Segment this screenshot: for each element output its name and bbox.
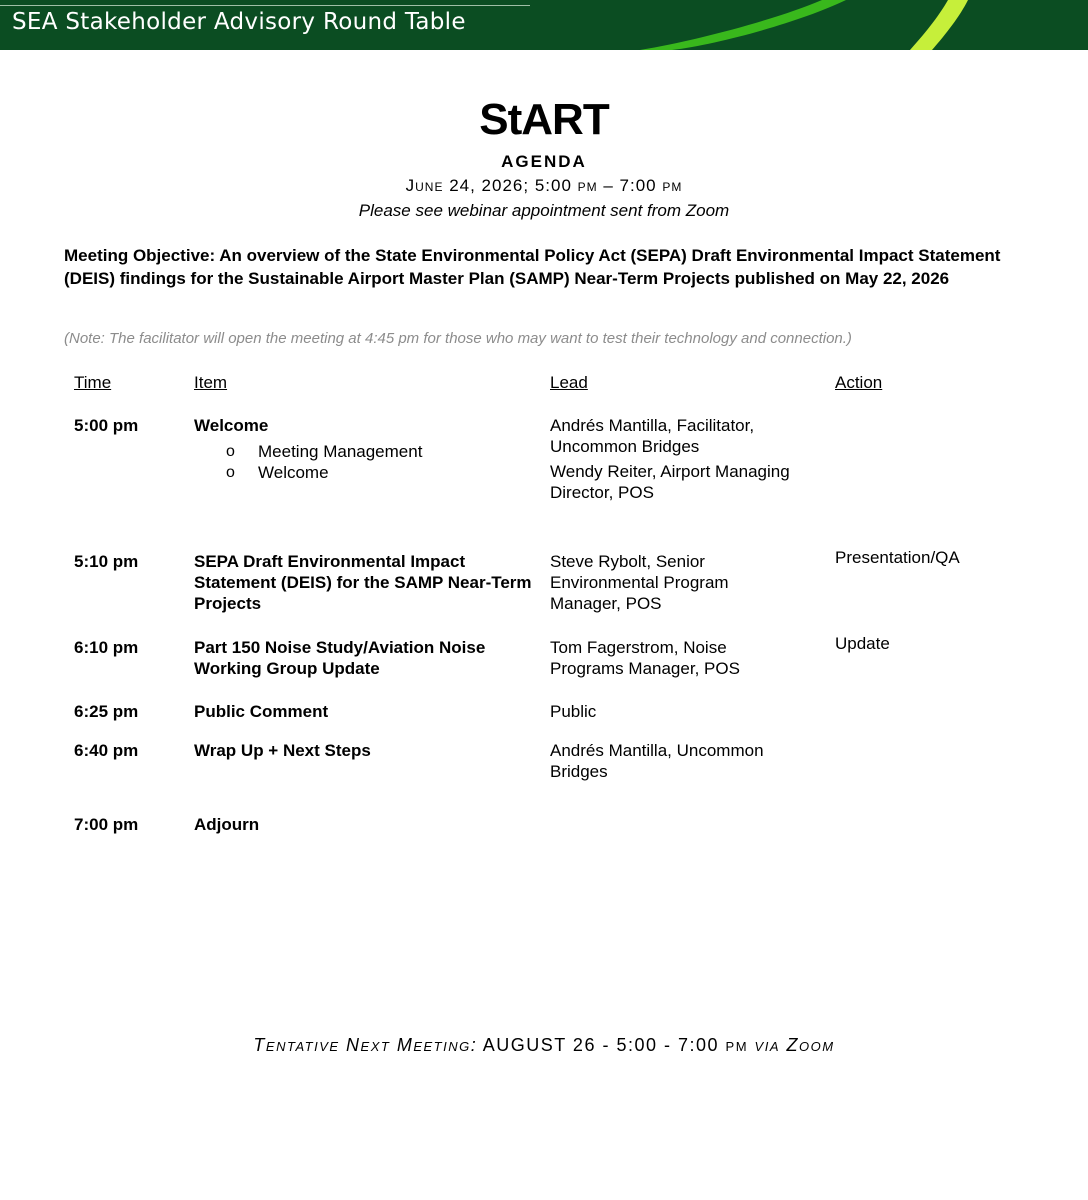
row-lead: Andrés Mantilla, Facilitator, Uncommon Bridges	[550, 416, 755, 456]
row-item: Wrap Up + Next Steps	[194, 741, 371, 760]
next-meeting-date: AUGUST 26 - 5:00 - 7:00	[482, 1035, 720, 1055]
next-meeting-label: Tentative Next Meeting:	[253, 1035, 478, 1055]
column-header-time: Time	[74, 373, 112, 392]
swoosh-lime	[910, 0, 968, 50]
row-time: 5:10 pm	[74, 552, 139, 571]
bullet-circle-icon: o	[226, 443, 235, 460]
row-item: SEPA Draft Environmental Impact Statement (DEIS) for the SAMP Near-Term Projects	[194, 552, 532, 613]
agenda-heading: AGENDA	[501, 152, 587, 171]
row-time: 5:00 pm	[74, 416, 139, 435]
column-header-lead: Lead	[550, 373, 588, 392]
row-action: Update	[835, 634, 890, 653]
agenda-subitem: Welcome	[258, 463, 329, 482]
bullet-circle-icon: o	[226, 464, 235, 481]
row-lead: Andrés Mantilla, Uncommon Bridges	[550, 741, 764, 781]
banner-title: SEA Stakeholder Advisory Round Table	[12, 9, 466, 35]
page-title: StART	[479, 95, 609, 144]
banner-swoosh-graphic	[0, 0, 1088, 50]
row-lead: Steve Rybolt, Senior Environmental Program Manager, POS	[550, 552, 729, 613]
row-item: Public Comment	[194, 702, 329, 721]
row-time: 6:40 pm	[74, 741, 139, 760]
row-action: Presentation/QA	[835, 548, 960, 567]
row-item: Welcome	[194, 416, 269, 435]
column-header-action: Action	[835, 373, 883, 392]
row-lead: Wendy Reiter, Airport Managing Director, POS	[550, 462, 790, 502]
row-lead: Tom Fagerstrom, Noise Programs Manager, POS	[550, 638, 740, 678]
row-lead: Public	[550, 702, 597, 721]
next-meeting-via: via Zoom	[754, 1035, 835, 1055]
row-time: 6:10 pm	[74, 638, 139, 657]
row-time: 7:00 pm	[74, 815, 139, 834]
agenda-subitem: Meeting Management	[258, 442, 423, 461]
zoom-notice: Please see webinar appointment sent from Zoom	[358, 201, 730, 220]
row-item: Part 150 Noise Study/Aviation Noise Working Group Update	[194, 638, 486, 678]
column-header-item: Item	[194, 373, 228, 392]
swoosh-bright	[640, 0, 846, 50]
facilitator-note: (Note: The facilitator will open the meeting at 4:45 pm for those who may want to test their technology and connection.)	[64, 330, 852, 347]
meeting-objective: Meeting Objective: An overview of the State Environmental Policy Act (SEPA) Draft Environmental Impact Statement (DEIS) findings for the Sustainable Airport Master Plan (SAMP) Near-Term Projects published on May 22, 2026	[64, 246, 1001, 288]
row-time: 6:25 pm	[74, 702, 139, 721]
meeting-date: June 24, 2026; 5:00 pm – 7:00 pm	[405, 176, 683, 195]
next-meeting-line	[0, 1035, 1088, 1056]
next-meeting-pm: pm	[725, 1035, 749, 1055]
row-item: Adjourn	[194, 815, 260, 834]
header-banner	[0, 0, 1088, 50]
